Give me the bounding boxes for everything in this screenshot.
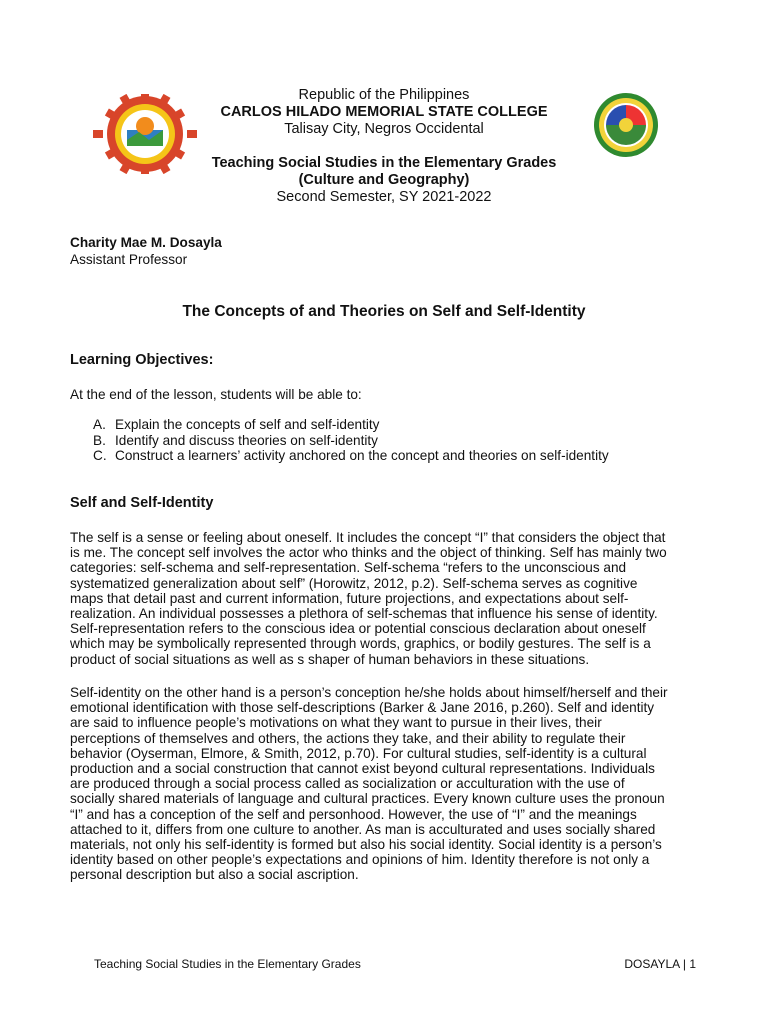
objectives-list [93, 417, 609, 464]
list-item: A. Explain the concepts of self and self-identity [93, 417, 380, 432]
list-item: C. Construct a learners’ activity anchored on the concept and theories on self-identity [93, 448, 609, 463]
semester-line: Second Semester, SY 2021-2022 [276, 189, 492, 205]
republic-line: Republic of the Philippines [298, 87, 470, 103]
paragraph-1: The self is a sense or feeling about oneself. It includes the concept “I” that considers the object that is me. The concept self involves the actor who thinks and the object of thinking. Self has mainly two categories: self-schema and self-representation. Self-schema “refers to the unconscious and systematized generalization about self” (Horowitz, 2012, p.2). Self-schema serves as cognitive maps that detail past and current information, future projections, and expectations about self- realization. An individual possesses a plethora of self-schemas that influence his sense of identity. Self-representation refers to the conscious idea or potential conscious declaration about oneself which may be symbolically represented through words, graphics, or bodily gestures. The self is a product of social situations as well as s shaper of human behaviors in these situations. [70, 530, 667, 667]
course-subtitle: (Culture and Geography) [298, 172, 470, 188]
author-name: Charity Mae M. Dosayla [70, 235, 222, 250]
course-title: Teaching Social Studies in the Elementary Grades [211, 155, 557, 171]
section-heading: Self and Self-Identity [70, 495, 214, 511]
footer-course: Teaching Social Studies in the Elementary Grades [94, 957, 361, 971]
footer-page-number: DOSAYLA | 1 [624, 957, 696, 971]
author-position: Assistant Professor [70, 252, 188, 267]
paragraph-2: Self-identity on the other hand is a person’s conception he/she holds about himself/herself and their emotional identification with those self-descriptions (Barker & Jane 2016, p.260). Self and identity are said to influence people’s motivations on what they want to pursue in their lives, their perceptions of themselves and others, the actions they take, and their ability to regulate their behavior (Oyserman, Elmore, & Smith, 2012, p.70). For cultural studies, self-identity is a cultural production and a social construction that cannot exist beyond cultural representations. Individuals are produced through a social process called as socialization or acculturation with the use of socially shared materials of language and cultural practices. Every known culture uses the pronoun “I” and has a conception of the self and personhood. However, the use of “I” and the meanings attached to it, differs from one culture to another. As man is acculturated and uses socially shared materials, not only his self-identity is formed but also his social identity. Social identity is a person’s identity based on other people’s expectations and opinions of him. Identity therefore is not only a personal description but also a social ascription. [70, 685, 668, 883]
document-title: The Concepts of and Theories on Self and Self-Identity [182, 303, 586, 320]
list-item: B. Identify and discuss theories on self-identity [93, 432, 378, 448]
objectives-intro: At the end of the lesson, students will be able to: [70, 387, 362, 402]
college-name: CARLOS HILADO MEMORIAL STATE COLLEGE [220, 104, 548, 120]
college-location: Talisay City, Negros Occidental [284, 121, 484, 137]
objectives-heading: Learning Objectives: [70, 352, 214, 368]
